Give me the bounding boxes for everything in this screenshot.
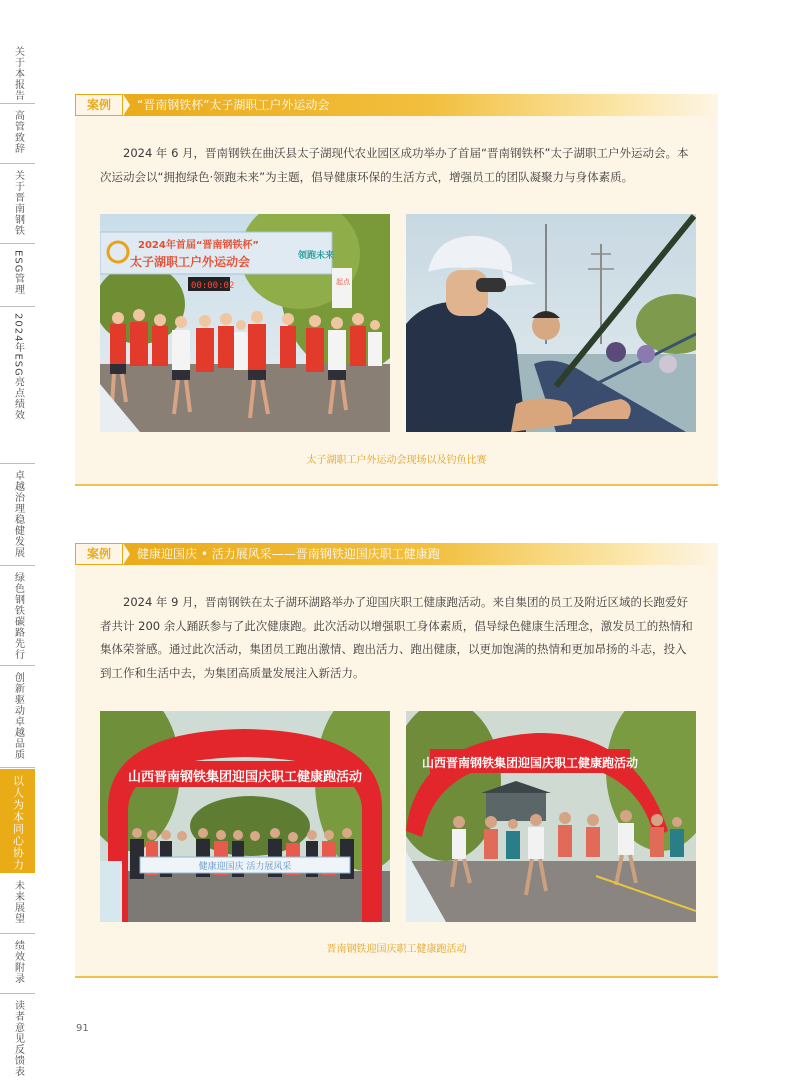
sidebar-item-feedback[interactable] (0, 994, 35, 1084)
arch-banner-text: 山西晋南钢铁集团迎国庆职工健康跑活动 (127, 770, 363, 785)
sidebar-item-people-first[interactable] (0, 769, 35, 873)
sidebar-item-governance[interactable] (0, 464, 35, 566)
case-header (75, 94, 718, 116)
sidebar-item-label: 卓越治理稳健发展 (12, 470, 24, 558)
sidebar-item-label: 2024年ESG亮点绩效 (12, 313, 24, 421)
case-body-text: 2024 年 9 月，晋南钢铁在太子湖环湖路举办了迎国庆职工健康跑活动。来自集团的员工及附近区域的长跑爱好者共计 200 余人踊跃参与了此次健康跑。此次活动以增强职工身体素质，倡导绿色健康生活理念，激发员工的热情和集体荣誉感。通过此次活动，集团员工跑出激情、跑出活力、跑出健康，以更加饱满的热情和更加昂扬的斗志，投入到工作和生活中去，为集团高质量发展注入新活力。 (100, 595, 693, 680)
sidebar-item-label: 读者意见反馈表 (12, 1000, 24, 1077)
case-body-text: 2024 年 6 月，晋南钢铁在曲沃县太子湖现代农业园区成功举办了首届“晋南钢铁杯”太子湖职工户外运动会。本次运动会以“拥抱绿色·领跑未来”为主题，倡导健康环保的生活方式，增强员工的团队凝聚力与身体素质。 (100, 146, 689, 184)
sidebar-item-label: 绩效附录 (12, 940, 24, 984)
health-run-runners-photo (406, 711, 696, 922)
case-national-day-run (75, 543, 718, 978)
case-title: 健康迎国庆 • 活力展风采——晋南钢铁迎国庆职工健康跑 (137, 547, 440, 561)
race-banner-line1: 2024年首届“晋南钢铁杯” (138, 240, 259, 251)
case-header (75, 543, 718, 565)
race-timer: 00:00:02 (191, 281, 235, 291)
race-banner-line2: 太子湖职工户外运动会 (130, 255, 251, 269)
race-banner-slogan: 领跑未来 (298, 251, 335, 261)
case-photo-caption: 晋南钢铁迎国庆职工健康跑活动 (326, 944, 467, 955)
health-run-group-photo (100, 711, 390, 922)
sidebar-item-label: ESG管理 (12, 250, 24, 296)
sports-meet-race-photo (100, 214, 390, 432)
sidebar-item-executive-message[interactable] (0, 104, 35, 164)
race-start-sign: 起点 (336, 278, 350, 286)
group-banner-text: 健康迎国庆 活力展风采 (198, 862, 292, 872)
sidebar-item-performance-appendix[interactable] (0, 934, 35, 994)
sidebar-item-about-company[interactable] (0, 164, 35, 244)
sidebar-item-future-outlook[interactable] (0, 874, 35, 934)
sidebar-item-label: 关于晋南钢铁 (12, 170, 24, 236)
case-tag-notch (123, 543, 130, 565)
sidebar-item-label: 创新驱动卓越品质 (12, 672, 24, 760)
case-photo-caption: 太子湖职工户外运动会现场以及钓鱼比赛 (306, 455, 487, 466)
sidebar-item-label: 关于本报告 (12, 46, 24, 101)
case-title: “晋南钢铁杯”太子湖职工户外运动会 (137, 98, 330, 112)
sidebar-item-about-report[interactable] (0, 40, 35, 104)
sidebar-item-esg-highlights[interactable] (0, 307, 35, 464)
sidebar-item-label: 未来展望 (12, 880, 24, 924)
arch-banner-text: 山西晋南钢铁集团迎国庆职工健康跑活动 (421, 756, 639, 770)
case-tag: 案例 (75, 543, 123, 565)
sidebar-item-esg-management[interactable] (0, 244, 35, 307)
sidebar-item-label: 绿色钢铁碳路先行 (12, 572, 24, 660)
case-tag: 案例 (75, 94, 123, 116)
case-sports-meet (75, 94, 718, 486)
case-tag-notch (123, 94, 130, 116)
sidebar-item-innovation[interactable] (0, 666, 35, 768)
sidebar-item-label: 高管致辞 (12, 110, 24, 154)
page-number: 91 (76, 1023, 89, 1034)
fishing-contest-photo (406, 214, 696, 432)
sidebar-item-label: 以人为本同心协力 (11, 775, 25, 871)
sidebar-item-green-steel[interactable] (0, 566, 35, 666)
